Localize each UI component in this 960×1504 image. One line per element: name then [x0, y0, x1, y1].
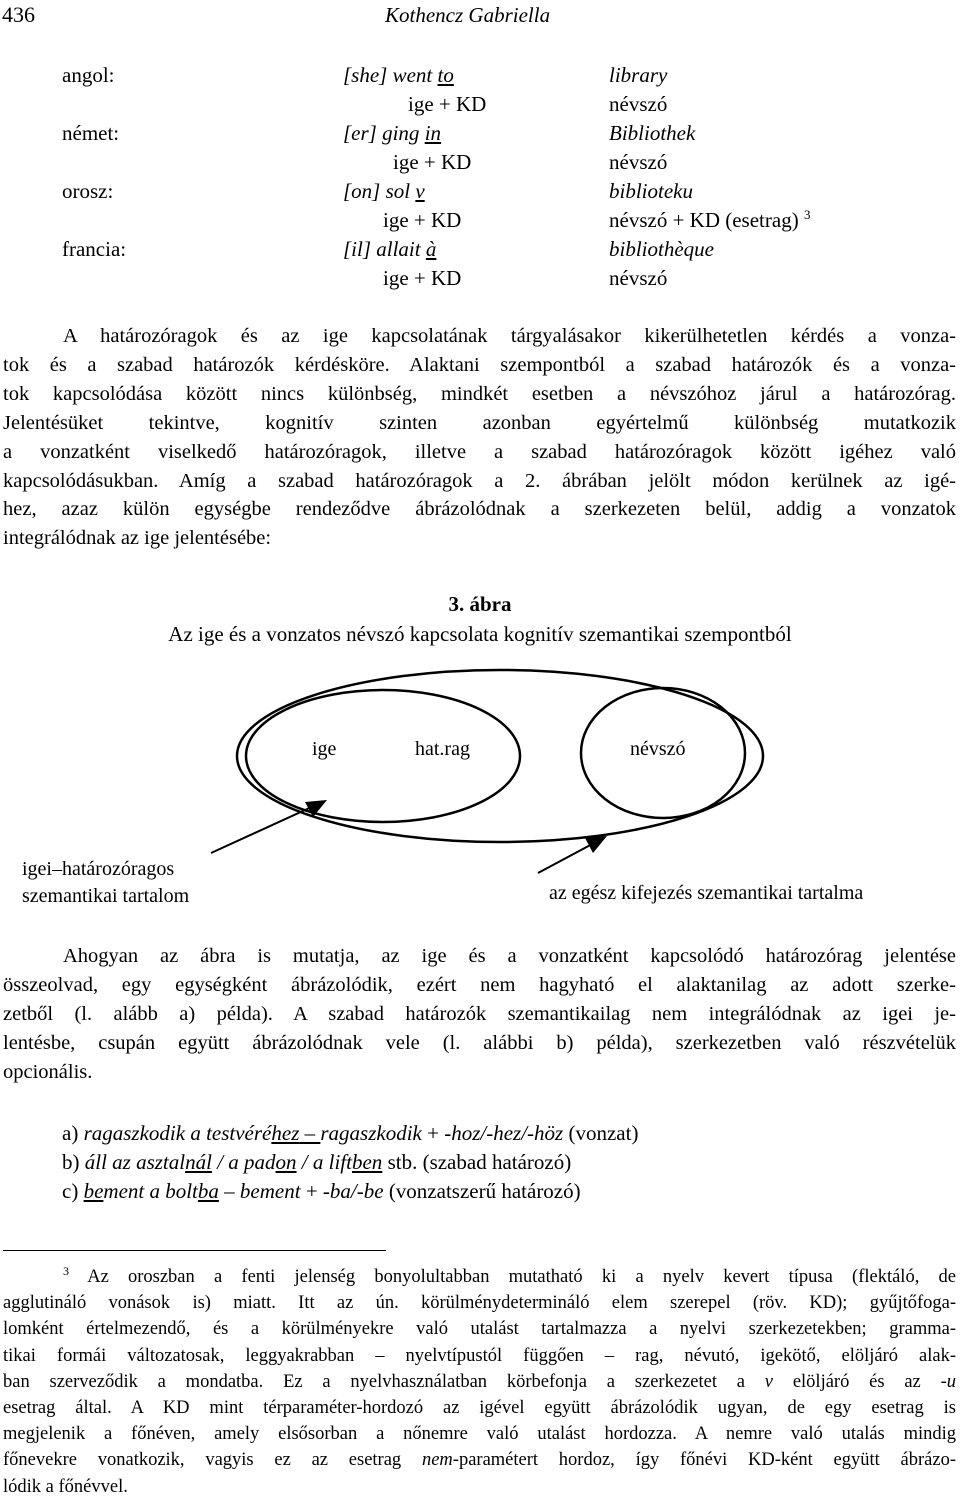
footnote-separator: [3, 1250, 386, 1251]
example-label-verb-russian: ige + KD: [383, 208, 462, 232]
paragraph-line: összeolvad, egy egységként ábrázolódik, ezért nem hagyható el alaktanilag az adott szerke-: [3, 973, 956, 996]
figure-caption: Az ige és a vonzatos névszó kapcsolata kognitív szemantikai szempontból: [168, 622, 792, 646]
example-noun-russian: biblioteku: [609, 179, 693, 203]
paragraph-line: kapcsolódásukban. Amíg a szabad határozóragok a 2. ábrában jelölt módon kerülnek az igé-: [3, 469, 956, 492]
footnote-mark: 3: [63, 1263, 69, 1278]
example-label-verb-english: ige + KD: [408, 92, 487, 116]
example-label-noun-french: névszó: [609, 266, 668, 290]
example-noun-french: bibliothèque: [609, 237, 714, 261]
example-noun-english: library: [609, 63, 668, 87]
footnote-line: főnevekre vonatkozik, vagyis ez az esetrag nem-paramétert hordoz, így főnévi KD-ként együtt ábrázo-: [3, 1450, 956, 1471]
right-arrow-head: [585, 836, 607, 853]
body-paragraph-1: [3, 322, 956, 553]
footnote-line: lódik a főnévvel.: [3, 1476, 128, 1497]
diagram-left-label-line1: igei–határozóragos: [22, 858, 175, 880]
example-lang-russian: orosz:: [62, 179, 114, 203]
paragraph-line: hez, azaz külön egységbe rendeződve ábrázolódnak a szerkezeten belül, addig a vonzatok: [3, 498, 956, 521]
example-noun-german: Bibliothek: [609, 121, 696, 145]
example-list-item-a: a) ragaszkodik a testvéréhez – ragaszkodik + -hoz/-hez/-höz (vonzat): [62, 1121, 639, 1145]
example-lang-french: francia:: [62, 237, 127, 261]
diagram-right-label: az egész kifejezés szemantikai tartalma: [549, 882, 864, 904]
footnote-line: megjelenik a főnéven, amely elsősorban a nőnemre való utalást hordozza. A nemre való utalás mindig: [3, 1424, 956, 1445]
example-lang-german: német:: [62, 121, 120, 145]
footnote-line: tikai formái változatosak, leggyakrabban – nyelvtípustól függően – rag, névutó, igekötő, elöljáró alak-: [3, 1345, 956, 1366]
paragraph-line: A határozóragok és az ige kapcsolatának tárgyalásakor kikerülhetetlen kérdés a vonza-: [63, 325, 956, 347]
paragraph-line: tok kapcsolódása között nincs különbség, mindkét esetben a névszóhoz járul a határozórag.: [3, 382, 956, 405]
left-arrow-line: [211, 805, 316, 853]
footnote-line: ban szerveződik a mondatba. Ez a nyelvhasználatban körbefonja a szerkezetet a v elöljáró és az -u: [3, 1371, 956, 1392]
footnote-ref-3: 3: [803, 207, 811, 222]
left-inner-ellipse: [246, 690, 520, 822]
example-label-noun-russian: névszó + KD (esetrag) $^3$: [609, 207, 811, 232]
example-label-verb-german: ige + KD: [393, 150, 472, 174]
example-label-noun-german: névszó: [609, 150, 668, 174]
example-phrase-french: [il] allait à: [343, 237, 437, 261]
running-header-author: Kothencz Gabriella: [385, 3, 551, 27]
footnote-line: agglutináló vonások is) miatt. Itt az ún. körülménydetermináló elem szerepel (röv. KD); gyűjtőfoga-: [3, 1293, 956, 1314]
paragraph-line: zetből (l. alább a) példa). A szabad határozók szemantikailag nem integrálódnak az igei je-: [3, 1002, 956, 1025]
example-label-verb-french: ige + KD: [383, 266, 462, 290]
paragraph-line: integrálódnak az ige jelentésébe:: [3, 527, 272, 550]
paragraph-line: opcionális.: [3, 1060, 93, 1083]
diagram-word-ige: ige: [312, 738, 337, 760]
figure-label: 3. ábra: [448, 592, 512, 616]
example-lang-english: angol:: [62, 63, 115, 87]
paragraph-line: a vonzatként viselkedő határozóragok, illetve a szabad határozóragok között igéhez való: [3, 440, 956, 463]
example-phrase-russian: [on] sol v: [343, 179, 425, 203]
figure-diagram: [0, 660, 960, 920]
footnote-line: lomként értelmezendő, és a körülményekre való utalást tartalmazza a nyelvi szerkezetekben; gramma-: [3, 1319, 956, 1340]
paragraph-line: Ahogyan az ábra is mutatja, az ige és a vonzatként kapcsolódó határozórag jelentése: [63, 945, 956, 967]
footnote-3: [3, 1264, 956, 1500]
example-list-item-b: b) áll az asztalnál / a padon / a liftben stb. (szabad határozó): [62, 1150, 572, 1174]
diagram-word-nevszo: névszó: [630, 738, 686, 760]
page-number: 436: [2, 2, 35, 27]
diagram-left-label-line2: szemantikai tartalom: [22, 885, 190, 907]
paragraph-line: tok és a szabad határozók kérdésköre. Alaktani szempontból a szabad határozók és a vonza-: [3, 353, 956, 376]
example-phrase-german: [er] ging in: [343, 121, 442, 145]
paragraph-line: Jelentésüket tekintve, kognitív szinten azonban egyértelmű különbség mutatkozik: [3, 411, 956, 434]
example-list-item-c: c) bement a boltba – bement + -ba/-be (vonzatszerű határozó): [62, 1179, 581, 1203]
right-arrow-line: [538, 842, 596, 873]
diagram-word-hatrag: hat.rag: [415, 738, 470, 760]
body-paragraph-2: [3, 942, 956, 1087]
paragraph-line: lentésbe, csupán együtt ábrázolódnak vele (l. alábbi b) példa), szerkezetben való részvételük: [3, 1031, 956, 1054]
example-label-noun-english: névszó: [609, 92, 668, 116]
example-phrase-english: [she] went to: [343, 63, 454, 87]
footnote-line: esetrag által. A KD mint térparaméter-hordozó az igével együtt ábrázolódik ugyan, de egy esetrag is: [3, 1398, 956, 1419]
footnote-line: $^3$ Az oroszban a fenti jelenség bonyolultabban mutatható ki a nyelv kevert típusa (flektáló, de: [63, 1263, 956, 1287]
